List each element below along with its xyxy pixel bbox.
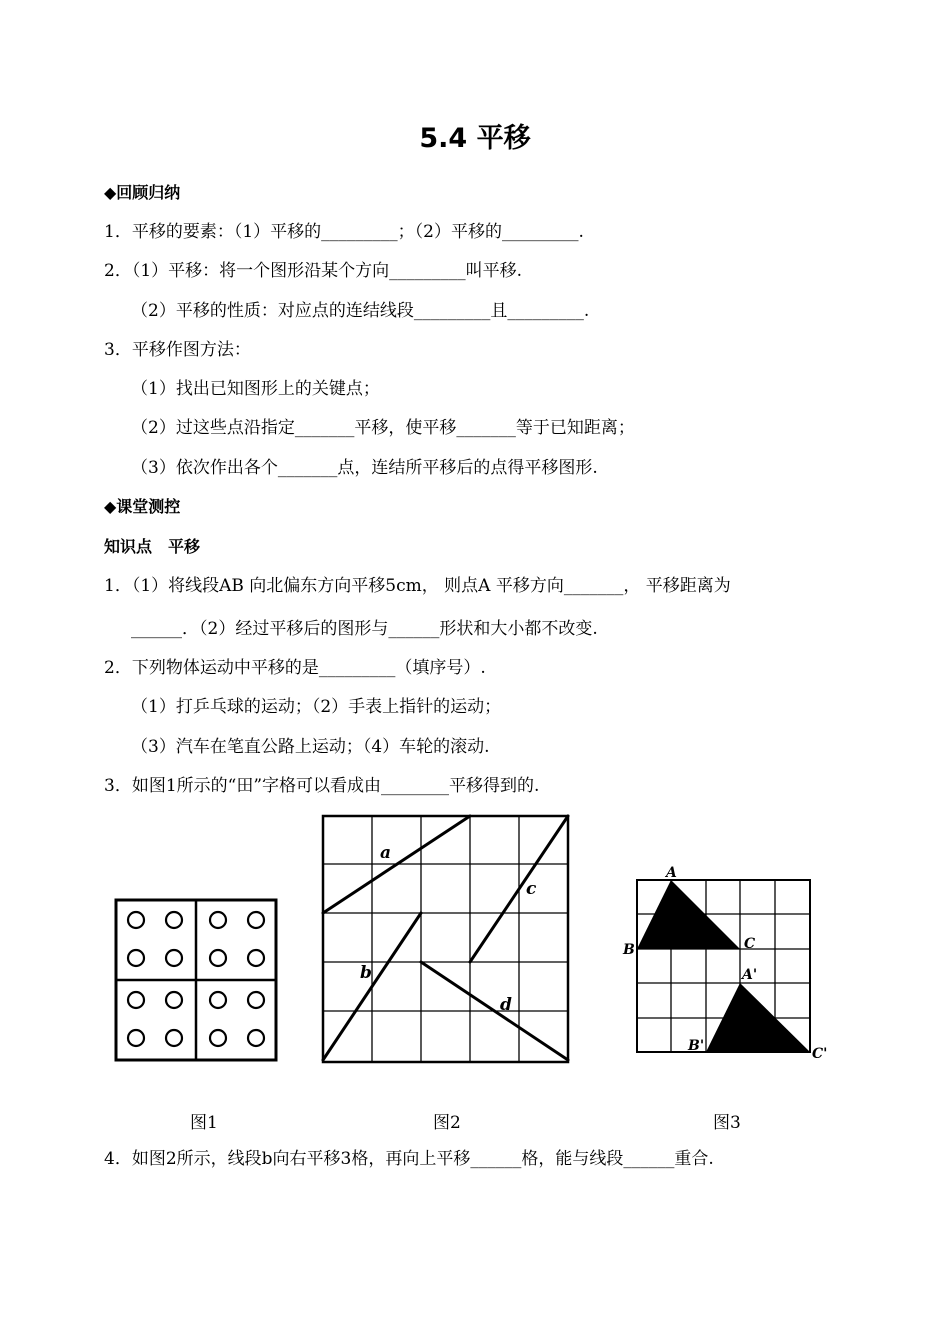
review-item-1: 1．平移的要素：（1）平移的_________；（2）平移的_________. <box>104 222 584 242</box>
review-item-3-1: （1）找出已知图形上的关键点； <box>131 379 380 399</box>
question-1-line-2: ______．（2）经过平移后的图形与______形状和大小都不改变. <box>131 619 598 639</box>
label-a: a <box>380 843 392 863</box>
label-B-prime: B' <box>688 1038 705 1054</box>
question-3: 3．如图1所示的“田”字格可以看成由________平移得到的. <box>104 776 540 796</box>
label-b: b <box>360 963 372 983</box>
page-title: 5.4 平移 <box>419 123 531 154</box>
section-review-heading: ◆回顾归纳 <box>104 183 181 202</box>
caption-figure-2: 图2 <box>433 1113 461 1133</box>
question-2-option-1: （1）打乒乓球的运动；（2）手表上指针的运动； <box>131 697 502 717</box>
figure-1 <box>114 898 280 1064</box>
caption-figure-1: 图1 <box>190 1113 218 1133</box>
label-B: B <box>623 942 635 958</box>
question-2: 2．下列物体运动中平移的是_________（填序号）. <box>104 658 486 678</box>
review-item-3-3: （3）依次作出各个_______点，连结所平移后的点得平移图形. <box>131 458 598 478</box>
caption-figure-3: 图3 <box>713 1113 741 1133</box>
figure-2 <box>318 812 574 1068</box>
section-test-heading: ◆课堂测控 <box>104 497 181 516</box>
question-4: 4．如图2所示，线段b向右平移3格，再向上平移______格，能与线段______重合. <box>104 1149 714 1169</box>
review-item-2: 2．（1）平移：将一个图形沿某个方向_________叫平移. <box>104 261 523 281</box>
review-item-2-2: （2）平移的性质：对应点的连结线段_________且_________. <box>131 301 590 321</box>
label-C: C <box>744 936 756 952</box>
review-item-3: 3．平移作图方法： <box>104 340 251 360</box>
label-C-prime: C' <box>812 1046 828 1062</box>
figure-3 <box>620 862 840 1068</box>
label-d: d <box>500 995 512 1015</box>
review-item-3-2: （2）过这些点沿指定_______平移，使平移_______等于已知距离； <box>131 418 635 438</box>
label-A: A <box>666 865 677 881</box>
label-c: c <box>526 879 537 899</box>
question-2-option-2: （3）汽车在笔直公路上运动；（4）车轮的滚动. <box>131 737 490 757</box>
label-A-prime: A' <box>742 967 758 983</box>
question-1-line-1: 1．（1）将线段AB 向北偏东方向平移5cm， 则点A 平移方向_______， 平移距离为 <box>104 576 731 596</box>
knowledge-point-heading: 知识点 平移 <box>104 537 201 556</box>
